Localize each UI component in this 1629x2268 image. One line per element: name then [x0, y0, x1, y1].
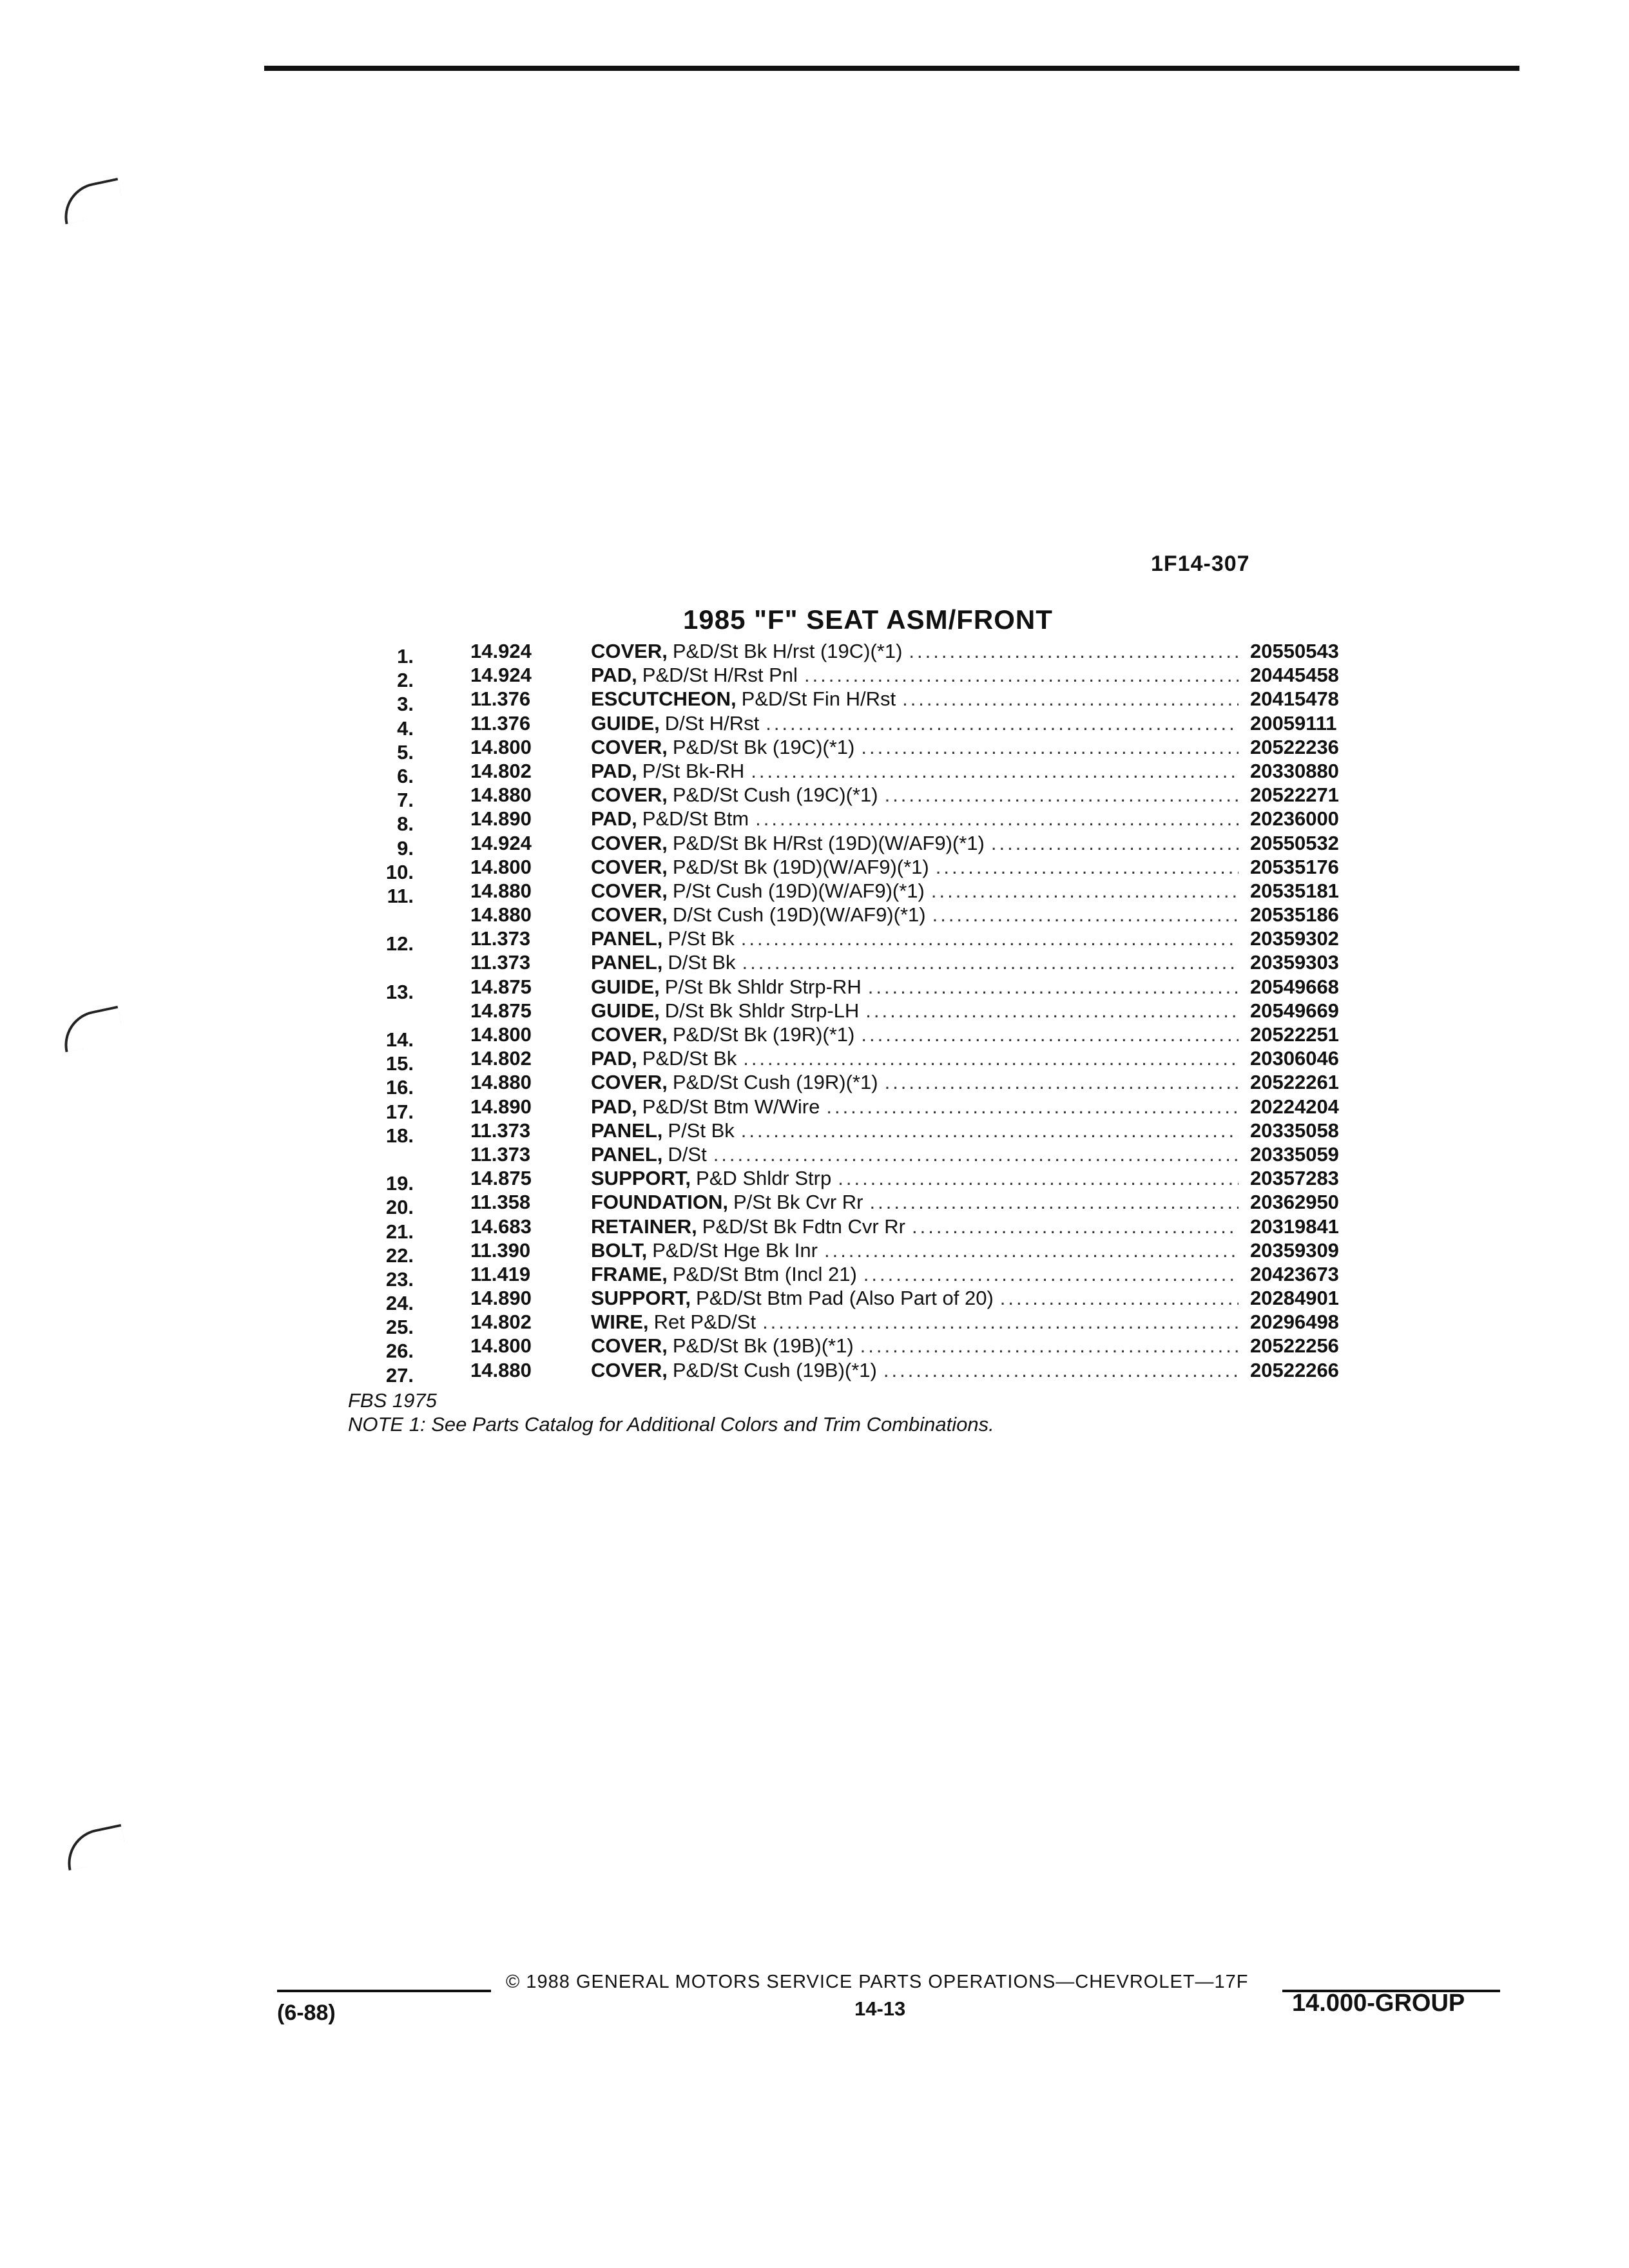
part-description: [591, 759, 1239, 783]
group-number: 14.875: [470, 1167, 532, 1190]
item-number: 10.: [385, 860, 414, 883]
group-number: 14.880: [470, 879, 532, 902]
part-noun: COVER,: [591, 1358, 668, 1381]
group-number: 11.373: [470, 951, 531, 974]
part-number: 20522236: [1250, 735, 1339, 758]
part-detail: P/St Bk Cvr Rr: [733, 1191, 863, 1214]
part-noun: GUIDE,: [591, 711, 660, 735]
parts-row: [361, 927, 1379, 956]
group-number: 14.802: [470, 1311, 532, 1334]
part-number: 20236000: [1250, 807, 1339, 831]
part-noun: FRAME,: [591, 1262, 668, 1285]
part-number: 20535181: [1250, 879, 1339, 902]
parts-row: [361, 1142, 1379, 1166]
part-number: 20335059: [1250, 1142, 1339, 1166]
part-number: 20359302: [1250, 927, 1339, 950]
leader-dots: [743, 1046, 1239, 1070]
part-detail: P/St Cush (19D)(W/AF9)(*1): [672, 879, 925, 902]
part-detail: P&D/St Bk H/rst (19C)(*1): [672, 640, 903, 662]
item-number: 15.: [385, 1052, 414, 1075]
part-detail: P&D/St Cush (19C)(*1): [672, 783, 878, 807]
group-number: 14.880: [470, 783, 532, 807]
group-number: 14.875: [470, 999, 532, 1022]
part-description: [591, 1070, 1239, 1094]
part-description: [591, 1215, 1239, 1238]
item-number: 21.: [385, 1220, 414, 1243]
part-noun: FOUNDATION,: [591, 1191, 728, 1214]
part-noun: COVER,: [591, 831, 668, 854]
parts-row: [361, 1334, 1379, 1363]
parts-row: [361, 1358, 1379, 1387]
part-detail: P&D/St Cush (19B)(*1): [672, 1358, 877, 1381]
binder-hole-mark-top: [58, 178, 124, 224]
parts-row: [361, 1070, 1379, 1099]
parts-row: [361, 663, 1379, 692]
part-noun: COVER,: [591, 1071, 668, 1094]
part-description: [591, 1358, 1239, 1382]
group-number: 14.880: [470, 1358, 532, 1381]
item-number: 2.: [397, 669, 414, 692]
parts-row: [361, 711, 1379, 740]
part-number: 20549669: [1250, 999, 1339, 1022]
group-label: 14.000-GROUP: [1292, 1990, 1465, 2017]
part-noun: WIRE,: [591, 1311, 649, 1334]
parts-row: [361, 783, 1379, 812]
part-description: [591, 663, 1239, 687]
part-number: 20296498: [1250, 1311, 1339, 1334]
part-noun: COVER,: [591, 735, 668, 758]
part-noun: COVER,: [591, 783, 668, 807]
parts-row: [361, 1046, 1379, 1075]
group-number: 11.390: [470, 1238, 531, 1262]
part-detail: P&D/St Bk H/Rst (19D)(W/AF9)(*1): [672, 831, 985, 854]
leader-dots: [741, 927, 1239, 950]
part-detail: P&D/St Cush (19R)(*1): [672, 1071, 878, 1094]
item-number: 17.: [385, 1100, 414, 1123]
part-noun: BOLT,: [591, 1238, 648, 1262]
group-number: 14.924: [470, 640, 532, 662]
part-description: [591, 879, 1239, 903]
part-noun: COVER,: [591, 855, 668, 878]
part-noun: PAD,: [591, 759, 637, 782]
group-number: 11.376: [470, 687, 531, 711]
copyright-line: © 1988 GENERAL MOTORS SERVICE PARTS OPERATIONS—CHEVROLET—17F: [506, 1972, 1249, 1992]
part-description: [591, 1238, 1239, 1262]
part-description: [591, 1166, 1239, 1190]
part-detail: Ret P&D/St: [653, 1311, 757, 1334]
part-description: [591, 711, 1239, 735]
group-number: 14.802: [470, 1047, 532, 1070]
footer-rule-left: [277, 1990, 491, 1992]
item-number: 22.: [385, 1244, 414, 1267]
group-number: 14.890: [470, 1287, 532, 1310]
part-description: [591, 855, 1239, 879]
note-1: NOTE 1: See Parts Catalog for Additional Colors and Trim Combinations.: [348, 1413, 994, 1436]
parts-row: [361, 1262, 1379, 1291]
leader-dots: [931, 879, 1239, 903]
item-number: 25.: [385, 1316, 414, 1339]
leader-dots: [766, 711, 1239, 735]
leader-dots: [912, 1215, 1239, 1238]
item-number: 9.: [397, 836, 414, 860]
part-description: [591, 831, 1239, 855]
part-number: 20415478: [1250, 687, 1339, 711]
part-noun: PANEL,: [591, 951, 663, 974]
parts-row: [361, 639, 1379, 668]
leader-dots: [861, 735, 1239, 759]
part-description: [591, 783, 1239, 807]
item-number: 13.: [385, 980, 414, 1003]
item-number: 1.: [397, 645, 414, 668]
item-number: 14.: [385, 1028, 414, 1051]
part-number: 20535186: [1250, 903, 1339, 927]
part-detail: P/St Bk: [668, 927, 735, 950]
part-number: 20522261: [1250, 1071, 1339, 1094]
part-noun: COVER,: [591, 879, 668, 902]
part-detail: P&D/St Bk: [642, 1047, 737, 1070]
part-noun: ESCUTCHEON,: [591, 687, 737, 711]
item-number: 3.: [397, 693, 414, 716]
part-description: [591, 735, 1239, 759]
parts-list: [361, 639, 1379, 1387]
part-number: 20423673: [1250, 1262, 1339, 1285]
part-number: 20522256: [1250, 1334, 1339, 1358]
part-description: [591, 639, 1239, 663]
part-description: [591, 1023, 1239, 1046]
page-code: 1F14-307: [1151, 552, 1250, 576]
leader-dots: [824, 1238, 1239, 1262]
item-number: 12.: [385, 932, 414, 956]
part-detail: P&D/St Btm: [642, 807, 749, 831]
part-detail: D/St H/Rst: [664, 711, 760, 735]
group-number: 11.373: [470, 1119, 531, 1142]
leader-dots: [902, 687, 1239, 711]
part-noun: PAD,: [591, 664, 637, 687]
part-description: [591, 999, 1239, 1023]
parts-row: [361, 759, 1379, 787]
item-number: 18.: [385, 1124, 414, 1147]
part-description: [591, 1095, 1239, 1119]
part-detail: P&D/St H/Rst Pnl: [642, 664, 798, 687]
parts-row: [361, 999, 1379, 1023]
group-number: 14.924: [470, 831, 532, 854]
parts-row: [361, 1215, 1379, 1243]
part-number: 20335058: [1250, 1119, 1339, 1142]
leader-dots: [860, 1334, 1239, 1358]
part-detail: P&D/St Bk (19B)(*1): [672, 1334, 854, 1358]
part-detail: D/St Cush (19D)(W/AF9)(*1): [672, 903, 926, 927]
part-detail: P&D Shldr Strp: [696, 1167, 832, 1190]
part-noun: RETAINER,: [591, 1215, 697, 1238]
group-number: 14.890: [470, 807, 532, 831]
part-noun: PANEL,: [591, 1119, 663, 1142]
part-description: [591, 903, 1239, 927]
part-detail: P&D/St Btm W/Wire: [642, 1095, 820, 1118]
leader-dots: [863, 1262, 1239, 1286]
parts-row: [361, 1023, 1379, 1051]
parts-row: [361, 855, 1379, 883]
part-description: [591, 1334, 1239, 1358]
part-description: [591, 1190, 1239, 1214]
part-number: 20359303: [1250, 951, 1339, 974]
leader-dots: [936, 855, 1239, 879]
part-description: [591, 1286, 1239, 1310]
parts-row: [361, 1166, 1379, 1195]
group-number: 14.875: [470, 975, 532, 998]
item-number: 4.: [397, 716, 414, 740]
item-number: 6.: [397, 764, 414, 787]
part-noun: PANEL,: [591, 1142, 663, 1166]
part-number: 20445458: [1250, 664, 1339, 687]
part-number: 20284901: [1250, 1287, 1339, 1310]
leader-dots: [991, 831, 1239, 855]
group-number: 14.802: [470, 759, 532, 782]
part-detail: D/St: [668, 1142, 707, 1166]
part-detail: D/St Bk Shldr Strp-LH: [664, 999, 860, 1022]
part-description: [591, 975, 1239, 999]
leader-dots: [865, 999, 1239, 1023]
top-rule: [264, 66, 1519, 71]
part-number: 20550543: [1250, 640, 1339, 662]
part-number: 20357283: [1250, 1167, 1339, 1190]
parts-row: [361, 903, 1379, 927]
leader-dots: [909, 639, 1239, 663]
leader-dots: [826, 1095, 1239, 1119]
leader-dots: [741, 1119, 1239, 1142]
parts-row: [361, 1310, 1379, 1339]
part-detail: P/St Bk: [668, 1119, 735, 1142]
part-number: 20550532: [1250, 831, 1339, 854]
item-number: 23.: [385, 1267, 414, 1291]
item-number: 20.: [385, 1196, 414, 1219]
group-number: 14.890: [470, 1095, 532, 1118]
part-description: [591, 950, 1239, 974]
leader-dots: [762, 1310, 1239, 1334]
part-noun: COVER,: [591, 1334, 668, 1358]
part-number: 20522266: [1250, 1358, 1339, 1381]
group-number: 11.373: [470, 927, 531, 950]
item-number: 24.: [385, 1292, 414, 1315]
leader-dots: [883, 1358, 1239, 1382]
item-number: 5.: [397, 740, 414, 764]
part-detail: P&D/St Hge Bk Inr: [652, 1238, 818, 1262]
leader-dots: [868, 975, 1239, 999]
parts-row: [361, 1238, 1379, 1267]
item-number: 26.: [385, 1340, 414, 1363]
leader-dots: [932, 903, 1239, 927]
part-number: 20535176: [1250, 855, 1339, 878]
item-number: 16.: [385, 1076, 414, 1099]
part-number: 20306046: [1250, 1047, 1339, 1070]
group-number: 11.419: [470, 1262, 531, 1285]
parts-row: [361, 879, 1379, 907]
group-number: 11.358: [470, 1191, 531, 1214]
part-noun: COVER,: [591, 903, 668, 927]
group-number: 14.800: [470, 1334, 532, 1358]
item-number: 27.: [385, 1363, 414, 1387]
parts-row: [361, 1095, 1379, 1123]
binder-hole-mark-middle: [58, 1006, 124, 1052]
part-number: 20522271: [1250, 783, 1339, 807]
part-number: 20359309: [1250, 1238, 1339, 1262]
part-number: 20224204: [1250, 1095, 1339, 1118]
item-number: 7.: [397, 789, 414, 812]
revision-date: (6-88): [277, 2001, 336, 2025]
part-description: [591, 1310, 1239, 1334]
group-number: 11.376: [470, 711, 531, 735]
part-description: [591, 687, 1239, 711]
page-title: 1985 "F" SEAT ASM/FRONT: [683, 604, 1053, 635]
parts-row: [361, 975, 1379, 1003]
parts-row: [361, 831, 1379, 860]
part-noun: SUPPORT,: [591, 1287, 691, 1310]
part-number: 20319841: [1250, 1215, 1339, 1238]
parts-row: [361, 1190, 1379, 1219]
leader-dots: [742, 950, 1239, 974]
part-number: 20549668: [1250, 975, 1339, 998]
part-detail: P&D/St Btm (Incl 21): [672, 1262, 857, 1285]
part-description: [591, 1262, 1239, 1286]
part-description: [591, 1046, 1239, 1070]
part-detail: P&D/St Btm Pad (Also Part of 20): [696, 1287, 994, 1310]
leader-dots: [885, 783, 1239, 807]
part-number: 20330880: [1250, 759, 1339, 782]
part-description: [591, 927, 1239, 950]
part-noun: PAD,: [591, 807, 637, 831]
leader-dots: [885, 1070, 1239, 1094]
part-noun: GUIDE,: [591, 999, 660, 1022]
part-number: 20362950: [1250, 1191, 1339, 1214]
leader-dots: [755, 807, 1239, 831]
group-number: 14.924: [470, 664, 532, 687]
part-description: [591, 1119, 1239, 1142]
item-number: 11.: [387, 884, 414, 907]
leader-dots: [1000, 1286, 1239, 1310]
part-detail: P/St Bk Shldr Strp-RH: [664, 975, 862, 998]
group-number: 14.880: [470, 903, 532, 927]
part-detail: P&D/St Bk (19C)(*1): [672, 735, 855, 758]
group-number: 14.683: [470, 1215, 532, 1238]
item-number: 8.: [397, 812, 414, 836]
group-number: 11.373: [470, 1142, 531, 1166]
part-detail: D/St Bk: [668, 951, 736, 974]
part-detail: P&D/St Fin H/Rst: [741, 687, 896, 711]
part-detail: P&D/St Bk (19D)(W/AF9)(*1): [672, 855, 929, 878]
fbs-note: FBS 1975: [348, 1389, 437, 1412]
part-description: [591, 807, 1239, 831]
part-number: 20522251: [1250, 1023, 1339, 1046]
part-noun: PANEL,: [591, 927, 663, 950]
binder-hole-mark-bottom: [61, 1824, 128, 1870]
part-noun: PAD,: [591, 1095, 637, 1118]
group-number: 14.800: [470, 855, 532, 878]
parts-row: [361, 735, 1379, 764]
group-number: 14.880: [470, 1071, 532, 1094]
part-noun: SUPPORT,: [591, 1167, 691, 1190]
group-number: 14.800: [470, 1023, 532, 1046]
part-description: [591, 1142, 1239, 1166]
part-noun: GUIDE,: [591, 975, 660, 998]
part-detail: P&D/St Bk Fdtn Cvr Rr: [702, 1215, 905, 1238]
parts-row: [361, 1119, 1379, 1147]
part-detail: P&D/St Bk (19R)(*1): [672, 1023, 855, 1046]
parts-row: [361, 950, 1379, 974]
group-number: 14.800: [470, 735, 532, 758]
part-noun: PAD,: [591, 1047, 637, 1070]
leader-dots: [751, 759, 1239, 783]
leader-dots: [869, 1190, 1239, 1214]
leader-dots: [713, 1142, 1239, 1166]
item-number: 19.: [385, 1172, 414, 1195]
parts-row: [361, 687, 1379, 716]
part-noun: COVER,: [591, 1023, 668, 1046]
leader-dots: [804, 663, 1239, 687]
leader-dots: [861, 1023, 1239, 1046]
part-number: 20059111: [1250, 711, 1337, 735]
page-number: 14-13: [854, 1997, 906, 2020]
part-noun: COVER,: [591, 640, 668, 662]
leader-dots: [838, 1166, 1239, 1190]
part-detail: P/St Bk-RH: [642, 759, 745, 782]
parts-row: [361, 807, 1379, 836]
parts-row: [361, 1286, 1379, 1315]
